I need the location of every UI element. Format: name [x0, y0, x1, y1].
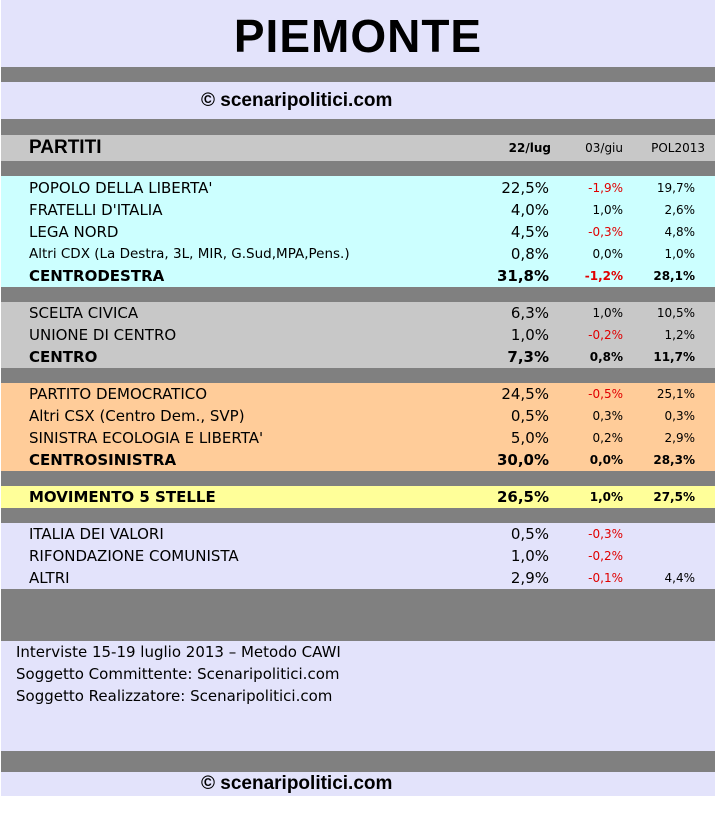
value-03giu: 0,3%	[592, 409, 623, 423]
footer-interviews: Interviste 15-19 luglio 2013 – Metodo CAWI	[16, 643, 341, 661]
party-name: SINISTRA ECOLOGIA E LIBERTA'	[29, 429, 264, 447]
value-03giu: -0,2%	[588, 549, 623, 563]
table-row	[1, 324, 715, 346]
value-pol2013: 25,1%	[656, 387, 695, 401]
value-pol2013: 2,9%	[664, 431, 695, 445]
value-22lug: 30,0%	[496, 451, 549, 469]
group-total-name: CENTRODESTRA	[29, 267, 165, 285]
value-03giu: -0,2%	[588, 328, 623, 342]
value-03giu: -1,2%	[584, 269, 623, 283]
value-03giu: 1,0%	[592, 306, 623, 320]
value-22lug: 4,0%	[510, 201, 549, 219]
table-row	[1, 545, 715, 567]
table-row	[1, 523, 715, 545]
value-03giu: -0,1%	[588, 571, 623, 585]
value-22lug: 22,5%	[501, 179, 549, 197]
value-22lug: 5,0%	[510, 429, 549, 447]
group-total-name: MOVIMENTO 5 STELLE	[29, 488, 216, 506]
header-col-pol2013: POL2013	[651, 141, 705, 155]
divider	[1, 287, 715, 302]
value-03giu: 0,0%	[592, 247, 623, 261]
value-pol2013: 4,4%	[664, 571, 695, 585]
value-03giu: 0,8%	[589, 350, 623, 364]
party-name: UNIONE DI CENTRO	[29, 326, 177, 344]
party-name: PARTITO DEMOCRATICO	[29, 385, 208, 403]
value-22lug: 0,5%	[510, 407, 549, 425]
value-03giu: -0,5%	[588, 387, 623, 401]
party-name: Altri CSX (Centro Dem., SVP)	[29, 407, 245, 425]
header-col-22lug: 22/lug	[508, 141, 551, 155]
table-row	[1, 405, 715, 427]
value-pol2013: 11,7%	[653, 350, 695, 364]
value-pol2013: 1,2%	[664, 328, 695, 342]
table-row	[1, 567, 715, 589]
site-credit-top: © scenaripolitici.com	[201, 90, 393, 111]
value-22lug: 0,5%	[510, 525, 549, 543]
table-row	[1, 221, 715, 243]
value-03giu: 0,2%	[592, 431, 623, 445]
group-total-name: CENTRO	[29, 348, 98, 366]
value-03giu: -1,9%	[588, 181, 623, 195]
table-row	[1, 302, 715, 324]
party-name: ITALIA DEI VALORI	[29, 525, 164, 543]
value-03giu: -0,3%	[588, 225, 623, 239]
value-03giu: -0,3%	[588, 527, 623, 541]
value-22lug: 31,8%	[496, 267, 549, 285]
value-pol2013: 27,5%	[653, 490, 695, 504]
value-22lug: 7,3%	[507, 348, 549, 366]
group-total-name: CENTROSINISTRA	[29, 451, 177, 469]
table-row	[1, 427, 715, 449]
footer-committente: Soggetto Committente: Scenaripolitici.com	[16, 665, 340, 683]
value-22lug: 4,5%	[510, 223, 549, 241]
party-name: RIFONDAZIONE COMUNISTA	[29, 547, 239, 565]
divider	[1, 471, 715, 486]
table-row-total	[1, 486, 715, 508]
party-name: ALTRI	[29, 569, 70, 587]
value-22lug: 1,0%	[510, 547, 549, 565]
table-row-total	[1, 265, 715, 287]
table-row	[1, 199, 715, 221]
divider	[1, 751, 715, 772]
value-pol2013: 0,3%	[664, 409, 695, 423]
header-partiti: PARTITI	[29, 137, 102, 158]
divider	[1, 67, 715, 82]
value-pol2013: 2,6%	[664, 203, 695, 217]
table-row	[1, 243, 715, 265]
header-col-03giu: 03/giu	[585, 141, 623, 155]
value-pol2013: 28,3%	[653, 453, 695, 467]
party-name: POPOLO DELLA LIBERTA'	[29, 179, 213, 197]
value-pol2013: 4,8%	[664, 225, 695, 239]
value-pol2013: 19,7%	[656, 181, 695, 195]
party-name: FRATELLI D'ITALIA	[29, 201, 163, 219]
party-name: Altri CDX (La Destra, 3L, MIR, G.Sud,MPA,Pens.)	[29, 246, 350, 262]
footer-realizzatore: Soggetto Realizzatore: Scenaripolitici.com	[16, 687, 333, 705]
value-22lug: 1,0%	[510, 326, 549, 344]
party-name: LEGA NORD	[29, 223, 119, 241]
value-pol2013: 28,1%	[653, 269, 695, 283]
value-03giu: 1,0%	[592, 203, 623, 217]
page-title: PIEMONTE	[233, 10, 483, 62]
divider	[1, 589, 715, 641]
divider	[1, 368, 715, 383]
value-22lug: 26,5%	[496, 488, 549, 506]
table-row-total	[1, 449, 715, 471]
value-03giu: 0,0%	[589, 453, 623, 467]
table-row	[1, 177, 715, 199]
table-row-total	[1, 346, 715, 368]
divider	[1, 508, 715, 523]
table-row	[1, 383, 715, 405]
site-credit-bottom: © scenaripolitici.com	[201, 773, 393, 794]
value-03giu: 1,0%	[589, 490, 623, 504]
value-22lug: 0,8%	[510, 245, 549, 263]
divider	[1, 161, 715, 176]
value-pol2013: 10,5%	[656, 306, 695, 320]
value-pol2013: 1,0%	[664, 247, 695, 261]
party-name: SCELTA CIVICA	[29, 304, 139, 322]
value-22lug: 2,9%	[510, 569, 549, 587]
value-22lug: 24,5%	[501, 385, 549, 403]
table-header	[1, 135, 715, 161]
value-22lug: 6,3%	[510, 304, 549, 322]
divider	[1, 119, 715, 135]
